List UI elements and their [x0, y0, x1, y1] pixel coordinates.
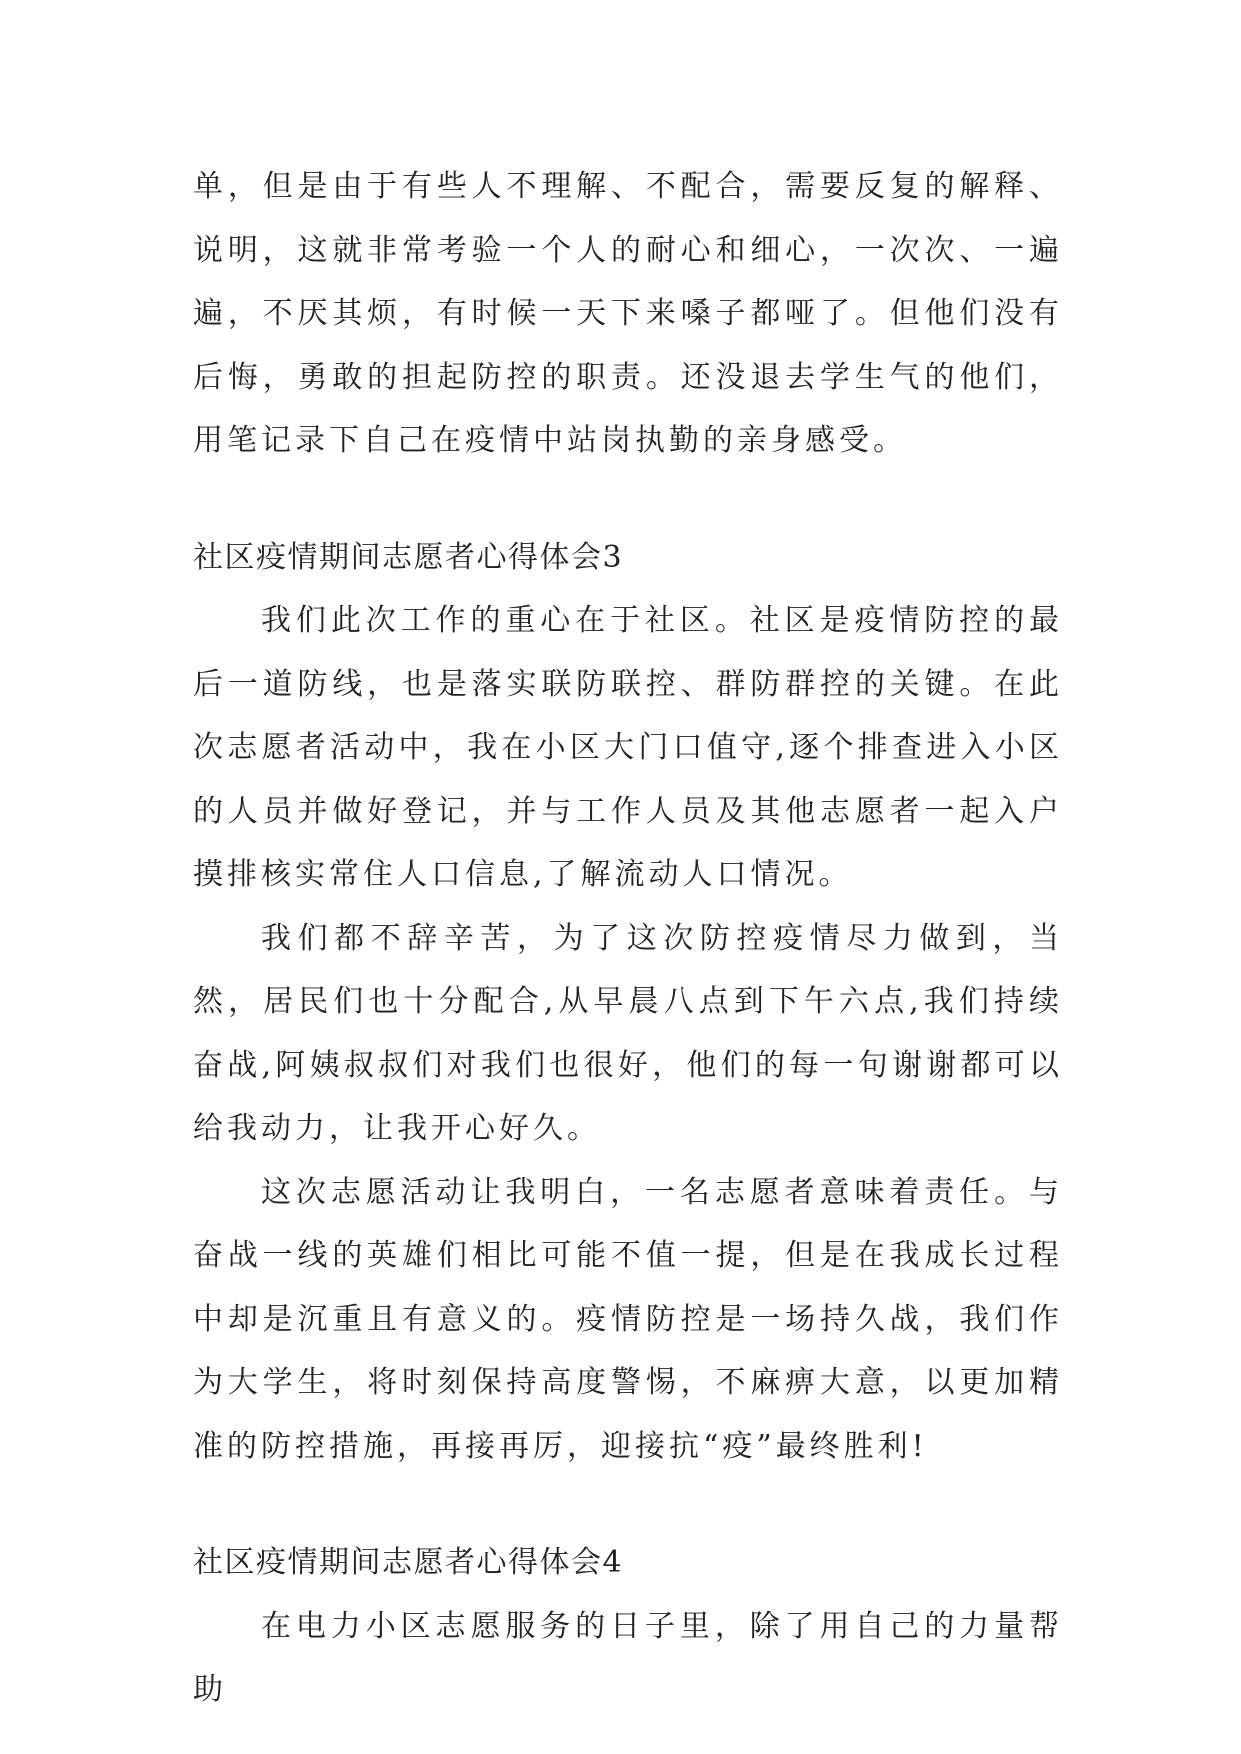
paragraph-continuation: 单，但是由于有些人不理解、不配合，需要反复的解释、说明，这就非常考验一个人的耐心和细心，一次次、一遍遍，不厌其烦，有时候一天下来嗓子都哑了。但他们没有后悔，勇敢的担起防控的职责。还没退去学生气的他们，用笔记录下自己在疫情中站岗执勤的亲身感受。 [193, 169, 1063, 458]
document-body [193, 155, 1063, 1722]
section-heading-3: 社区疫情期间志愿者心得体会3 [193, 539, 624, 575]
section-gap [193, 473, 1063, 526]
paragraph: 这次志愿活动让我明白，一名志愿者意味着责任。与奋战一线的英雄们相比可能不值一提，但是在我成长过程中却是沉重且有意义的。疫情防控是一场持久战，我们作为大学生，将时刻保持高度警惕，不麻痹大意，以更加精准的防控措施，再接再厉，迎接抗“疫”最终胜利! [193, 1174, 1063, 1464]
section-gap [193, 1478, 1063, 1531]
paragraph: 在电力小区志愿服务的日子里，除了用自己的力量帮助 [193, 1608, 1063, 1707]
paragraph: 我们此次工作的重心在于社区。社区是疫情防控的最后一道防线，也是落实联防联控、群防群控的关键。在此次志愿者活动中，我在小区大门口值守,逐个排查进入小区的人员并做好登记，并与工作人员及其他志愿者一起入户摸排核实常住人口信息,了解流动人口情况。 [193, 603, 1063, 892]
paragraph: 我们都不辞辛苦，为了这次防控疫情尽力做到，当然，居民们也十分配合,从早晨八点到下午六点,我们持续奋战,阿姨叔叔们对我们也很好，他们的每一句谢谢都可以给我动力，让我开心好久。 [193, 920, 1063, 1146]
section-heading-4: 社区疫情期间志愿者心得体会4 [193, 1545, 624, 1580]
